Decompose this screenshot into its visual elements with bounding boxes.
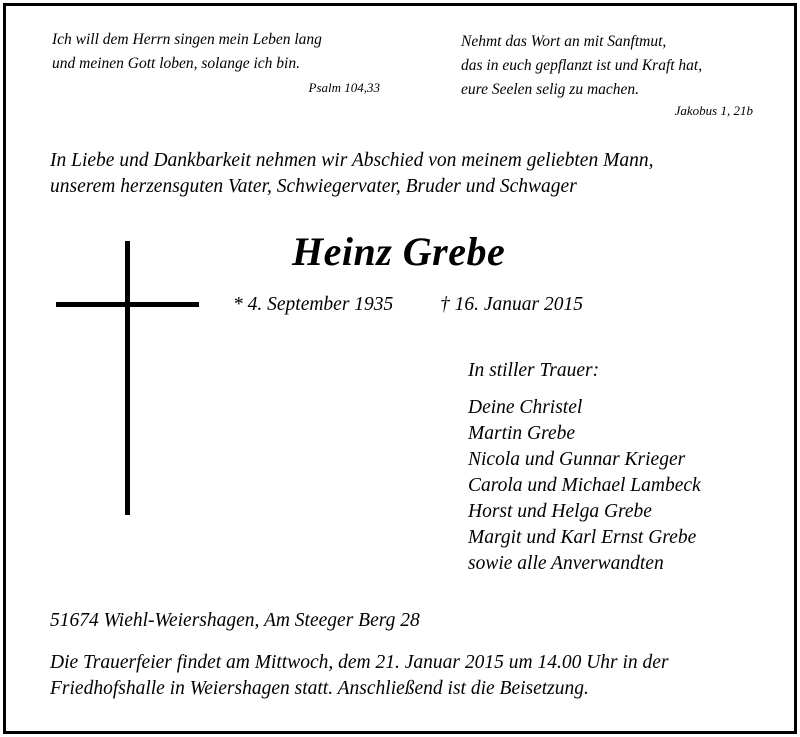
verse-left-line: und meinen Gott loben, solange ich bin. <box>52 55 300 72</box>
verse-left-line: Ich will dem Herrn singen mein Leben lang <box>52 31 322 48</box>
mourner-name: Deine Christel <box>468 397 583 418</box>
mourners-list <box>468 395 778 577</box>
birth-date: * 4. September 1935 <box>233 294 394 315</box>
verse-left-reference: Psalm 104,33 <box>308 80 380 95</box>
mourner-name: sowie alle Anverwandten <box>468 553 664 574</box>
mourner-name: Margit und Karl Ernst Grebe <box>468 527 697 548</box>
deceased-name: Heinz Grebe <box>292 229 506 274</box>
address: 51674 Wiehl-Weiershagen, Am Steeger Berg 28 <box>50 610 420 631</box>
intro-line: unserem herzensguten Vater, Schwiegervater, Bruder und Schwager <box>50 176 577 197</box>
mourners-heading: In stiller Trauer: <box>468 360 600 381</box>
mourner-name: Nicola und Gunnar Krieger <box>468 449 686 470</box>
funeral-info <box>50 650 780 702</box>
funeral-line: Friedhofshalle in Weiershagen statt. Anschließend ist die Beisetzung. <box>50 678 589 699</box>
cross-vertical-bar <box>125 241 130 515</box>
funeral-line: Die Trauerfeier findet am Mittwoch, dem 21. Januar 2015 um 14.00 Uhr in der <box>50 652 669 673</box>
verse-left <box>52 28 382 76</box>
mourner-name: Horst und Helga Grebe <box>468 501 652 522</box>
verse-right <box>461 30 761 102</box>
mourner-name: Carola und Michael Lambeck <box>468 475 701 496</box>
intro-line: In Liebe und Dankbarkeit nehmen wir Abschied von meinem geliebten Mann, <box>50 150 654 171</box>
verse-right-line: Nehmt das Wort an mit Sanftmut, <box>461 33 667 50</box>
cross-horizontal-bar <box>56 302 199 307</box>
intro-text <box>50 148 780 200</box>
verse-right-line: eure Seelen selig zu machen. <box>461 81 640 98</box>
verse-right-line: das in euch gepflanzt ist und Kraft hat, <box>461 57 703 74</box>
verse-right-reference: Jakobus 1, 21b <box>674 103 753 118</box>
mourner-name: Martin Grebe <box>468 423 576 444</box>
death-date: † 16. Januar 2015 <box>440 294 583 315</box>
